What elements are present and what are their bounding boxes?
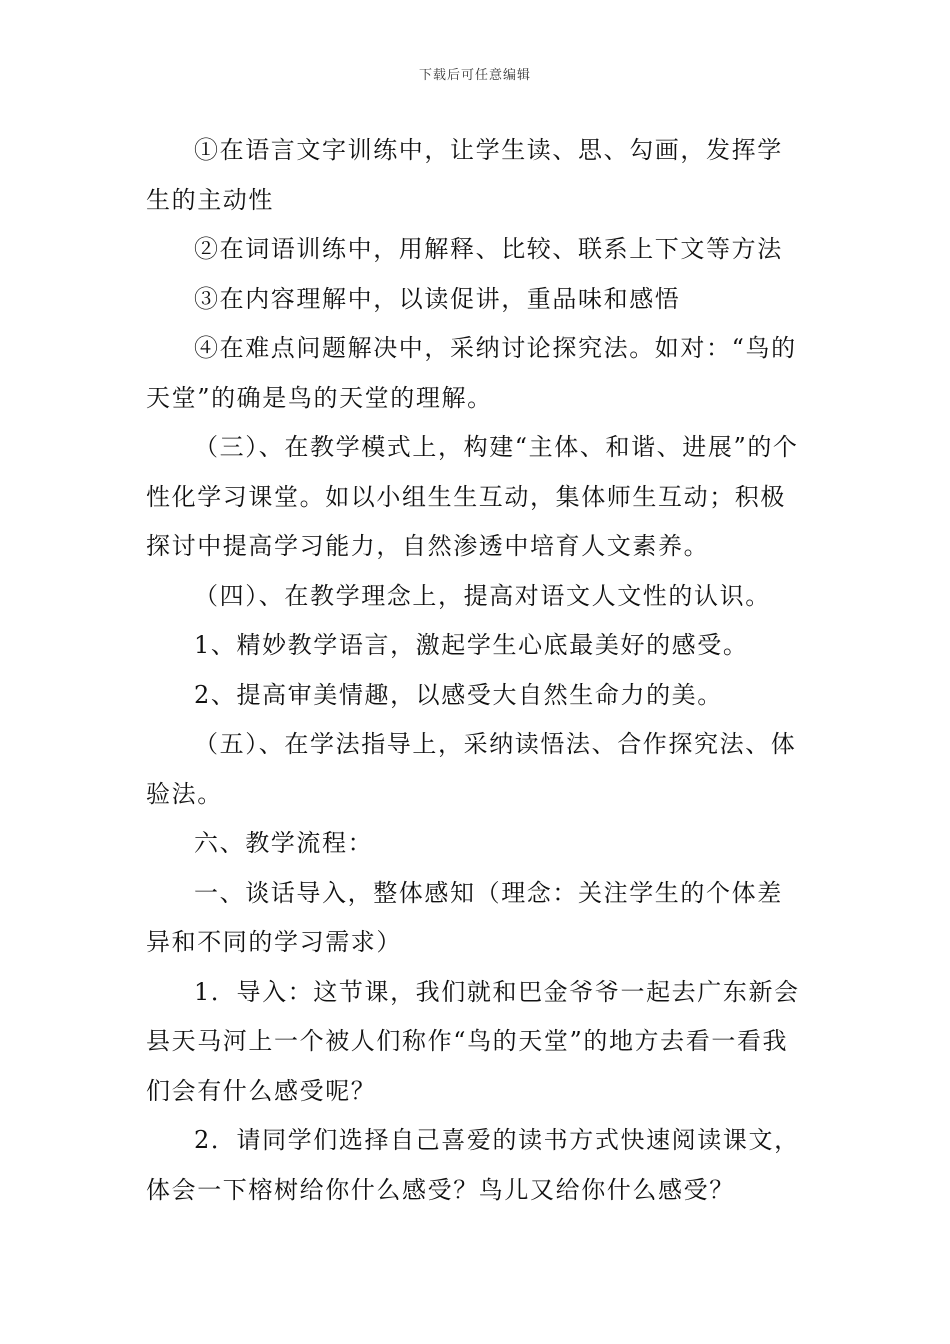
paragraph-teaching-concept: （四）、在教学理念上，提高对语文人文性的认识。 (194, 581, 771, 610)
paragraph-teaching-mode: （三）、在教学模式上，构建“主体、和谐、进展”的个性化学习课堂。如以小组生生互动，集体师生互动；积极探讨中提高学习能力，自然渗透中培育人文素养。 (146, 433, 799, 560)
paragraph-teaching-method-4: ④在难点问题解决中，采纳讨论探究法。如对：“鸟的天堂”的确是鸟的天堂的理解。 (146, 334, 797, 412)
paragraph-learning-method: （五）、在学法指导上，采纳读悟法、合作探究法、体验法。 (146, 730, 797, 808)
paragraph-teaching-method-2: ②在词语训练中，用解释、比较、联系上下文等方法 (194, 235, 783, 263)
page-header: 下载后可任意编辑 (418, 68, 531, 83)
subsection-heading-introduction: 一、谈话导入，整体感知（理念：关注学生的个体差异和不同的学习需求） (146, 878, 783, 956)
paragraph-step-1: 1．导入：这节课，我们就和巴金爷爷一起去广东新会县天马河上一个被人们称作“鸟的天堂”的地方去看一看我们会有什么感受呢？ (146, 977, 800, 1105)
paragraph-concept-item-1: 1、精妙教学语言，激起学生心底最美好的感受。 (194, 631, 749, 659)
document-body (146, 126, 808, 1215)
paragraph-teaching-method-3: ③在内容理解中，以读促讲，重品味和感悟 (194, 284, 681, 313)
paragraph-step-2: 2．请同学们选择自己喜爱的读书方式快速阅读课文，体会一下榕树给你什么感受？鸟儿又给你什么感受？ (146, 1126, 800, 1204)
paragraph-concept-item-2: 2、提高审美情趣，以感受大自然生命力的美。 (194, 680, 723, 709)
paragraph-teaching-method-1: ①在语言文字训练中，让学生读、思、勾画，发挥学生的主动性 (146, 136, 783, 214)
section-heading-teaching-process: 六、教学流程： (194, 829, 374, 857)
